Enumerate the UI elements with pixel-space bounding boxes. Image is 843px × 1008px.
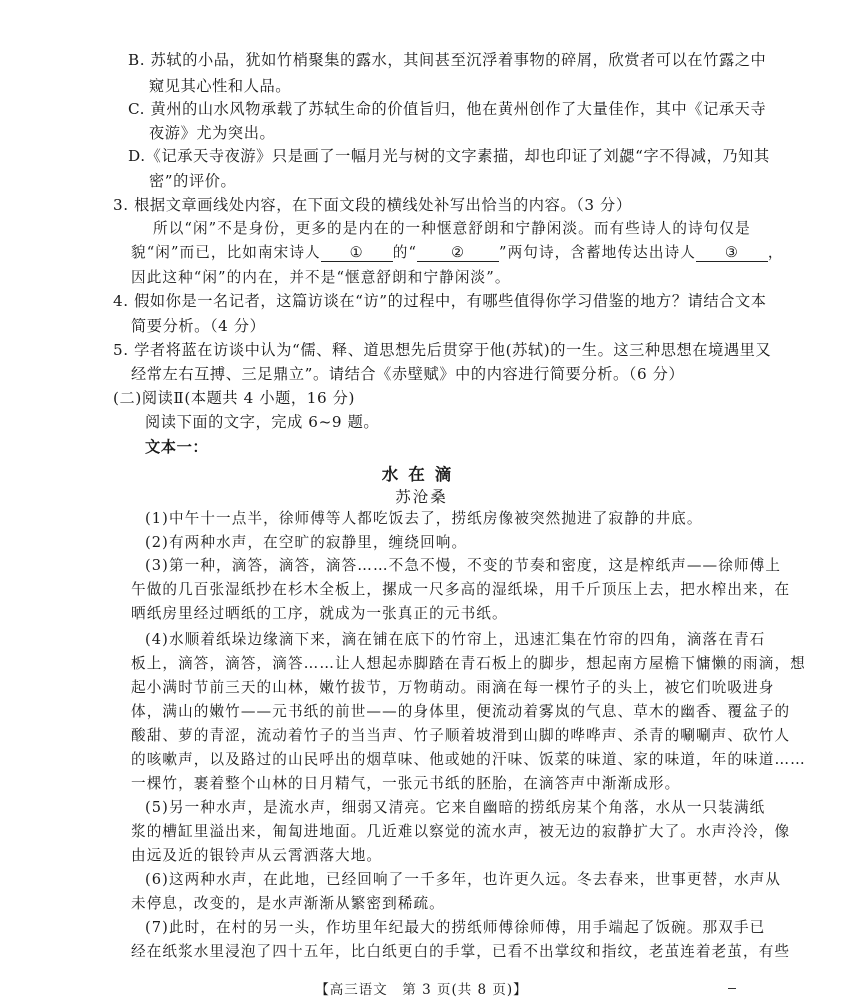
article-line: 体，满山的嫩竹——元书纸的前世——的身体里，便流动着雾岚的气息、草木的幽香、覆盆子的 bbox=[131, 703, 791, 720]
question-3-stem: 3. 根据文章画线处内容，在下面文段的横线处补写出恰当的内容。（3 分） bbox=[113, 196, 632, 214]
section-2-instruction: 阅读下面的文字，完成 6~9 题。 bbox=[145, 413, 380, 431]
article-line: 板上，滴答，滴答，滴答……让人想起赤脚踏在青石板上的脚步，想起南方屋檐下慵懒的雨滴，想 bbox=[131, 655, 806, 672]
text-one-label: 文本一： bbox=[145, 438, 209, 456]
question-4-line1: 4. 假如你是一名记者，这篇访谈在“访”的过程中，有哪些值得你学习借鉴的地方？请结合文本 bbox=[113, 292, 767, 310]
article-line: 酸甜、萝的青涩，流动着竹子的当当声、竹子顺着坡滑到山脚的哗哗声、杀青的唰唰声、砍竹人 bbox=[131, 727, 791, 744]
article-line: 由远及近的银铃声从云霄洒落大地。 bbox=[131, 847, 383, 864]
section-2-heading: (二)阅读Ⅱ(本题共 4 小题，16 分) bbox=[113, 389, 355, 407]
option-c-line2: 夜游》尤为突出。 bbox=[149, 124, 276, 142]
question-5-line2: 经常左右互搏、三足鼎立”。请结合《赤壁赋》中的内容进行简要分析。（6 分） bbox=[131, 365, 685, 383]
option-d-line1: D.《记承天寺夜游》只是画了一幅月光与树的文字素描，却也印证了刘勰“字不得减，乃知其 bbox=[128, 147, 770, 165]
corner-mark bbox=[728, 988, 736, 989]
option-b-line1: B. 苏轼的小品，犹如竹梢聚集的露水，其间甚至沉浮着事物的碎屑，欣赏者可以在竹露之中 bbox=[128, 51, 767, 69]
fill-blank-3: ③ bbox=[696, 243, 768, 262]
fill-blank-2: ② bbox=[417, 243, 499, 262]
question-5-line1: 5. 学者将蓝在访谈中认为“儒、释、道思想先后贯穿于他(苏轼)的一生。这三种思想在境遇里又 bbox=[113, 341, 772, 359]
option-b-line2: 窥见其心性和人品。 bbox=[149, 77, 292, 95]
passage-text: 貌“闲”而已，比如南宋诗人 bbox=[131, 244, 321, 261]
article-title: 水在滴 bbox=[381, 465, 462, 484]
article-line: (7)此时，在村的另一头，作坊里年纪最大的捞纸师傅徐师傅，用手端起了饭碗。那双手已 bbox=[145, 919, 766, 936]
passage-text: ”两句诗，含蓄地传达出诗人 bbox=[499, 244, 696, 261]
article-line: 的咳嗽声，以及路过的山民呼出的烟草味、他或她的汗味、饭菜的味道、家的味道，年的味道…… bbox=[131, 751, 806, 768]
page-footer: 【高三语文 第 3 页(共 8 页)】 bbox=[315, 982, 528, 998]
option-c-line1: C. 黄州的山水风物承载了苏轼生命的价值旨归，他在黄州创作了大量佳作，其中《记承天寺 bbox=[128, 100, 767, 118]
passage-text: 的“ bbox=[392, 244, 418, 261]
question-4-line2: 简要分析。（4 分） bbox=[131, 317, 266, 335]
article-line: 一棵竹，裹着整个山林的日月精气，一张元书纸的胚胎，在滴答声中渐渐成形。 bbox=[131, 775, 681, 792]
question-3-passage-line3: 因此这种“闲”的内在，并不是“惬意舒朗和宁静闲淡”。 bbox=[131, 269, 511, 286]
article-line: 经在纸浆水里浸泡了四十五年，比白纸更白的手掌，已看不出掌纹和指纹，老茧连着老茧，有些 bbox=[131, 943, 791, 960]
article-line: 浆的槽缸里溢出来，匍匐进地面。几近难以察觉的流水声，被无边的寂静扩大了。水声泠泠，像 bbox=[131, 823, 791, 840]
question-3-passage-line2 bbox=[131, 243, 784, 263]
article-line: (1)中午十一点半，徐师傅等人都吃饭去了，捞纸房像被突然抛进了寂静的井底。 bbox=[145, 510, 703, 527]
option-d-line2: 密”的评价。 bbox=[149, 172, 237, 190]
fill-blank-1: ① bbox=[321, 243, 393, 262]
article-line: (4)水顺着纸垛边缘滴下来，滴在铺在底下的竹帘上，迅速汇集在竹帘的四角，滴落在青石 bbox=[145, 631, 766, 648]
article-line: 起小满时节前三天的山林，嫩竹拔节，万物萌动。雨滴在每一棵竹子的头上，被它们吮吸进身 bbox=[131, 679, 775, 696]
article-line: 午做的几百张湿纸抄在杉木全板上，摞成一尺多高的湿纸垛，用千斤顶压上去，把水榨出来，在 bbox=[131, 581, 791, 598]
passage-text: ， bbox=[767, 244, 784, 261]
article-line: (5)另一种水声，是流水声，细弱又清亮。它来自幽暗的捞纸房某个角落，水从一只装满纸 bbox=[145, 799, 766, 816]
question-3-passage-line1: 所以“闲”不是身份，更多的是内在的一种惬意舒朗和宁静闲淡。而有些诗人的诗句仅是 bbox=[153, 220, 751, 237]
article-line: 晒纸房里经过晒纸的工序，就成为一张真正的元书纸。 bbox=[131, 605, 508, 622]
article-author: 苏沧桑 bbox=[395, 488, 448, 506]
article-line: (2)有两种水声，在空旷的寂静里，缠绕回响。 bbox=[145, 534, 468, 551]
article-line: 未停息，改变的，是水声渐渐从繁密到稀疏。 bbox=[131, 895, 445, 912]
article-line: (6)这两种水声，在此地，已经回响了一千多年，也许更久远。冬去春来，世事更替，水声从 bbox=[145, 871, 782, 888]
article-line: (3)第一种，滴答，滴答，滴答……不急不慢，不变的节奏和密度，这是榨纸声——徐师傅上 bbox=[145, 557, 782, 574]
